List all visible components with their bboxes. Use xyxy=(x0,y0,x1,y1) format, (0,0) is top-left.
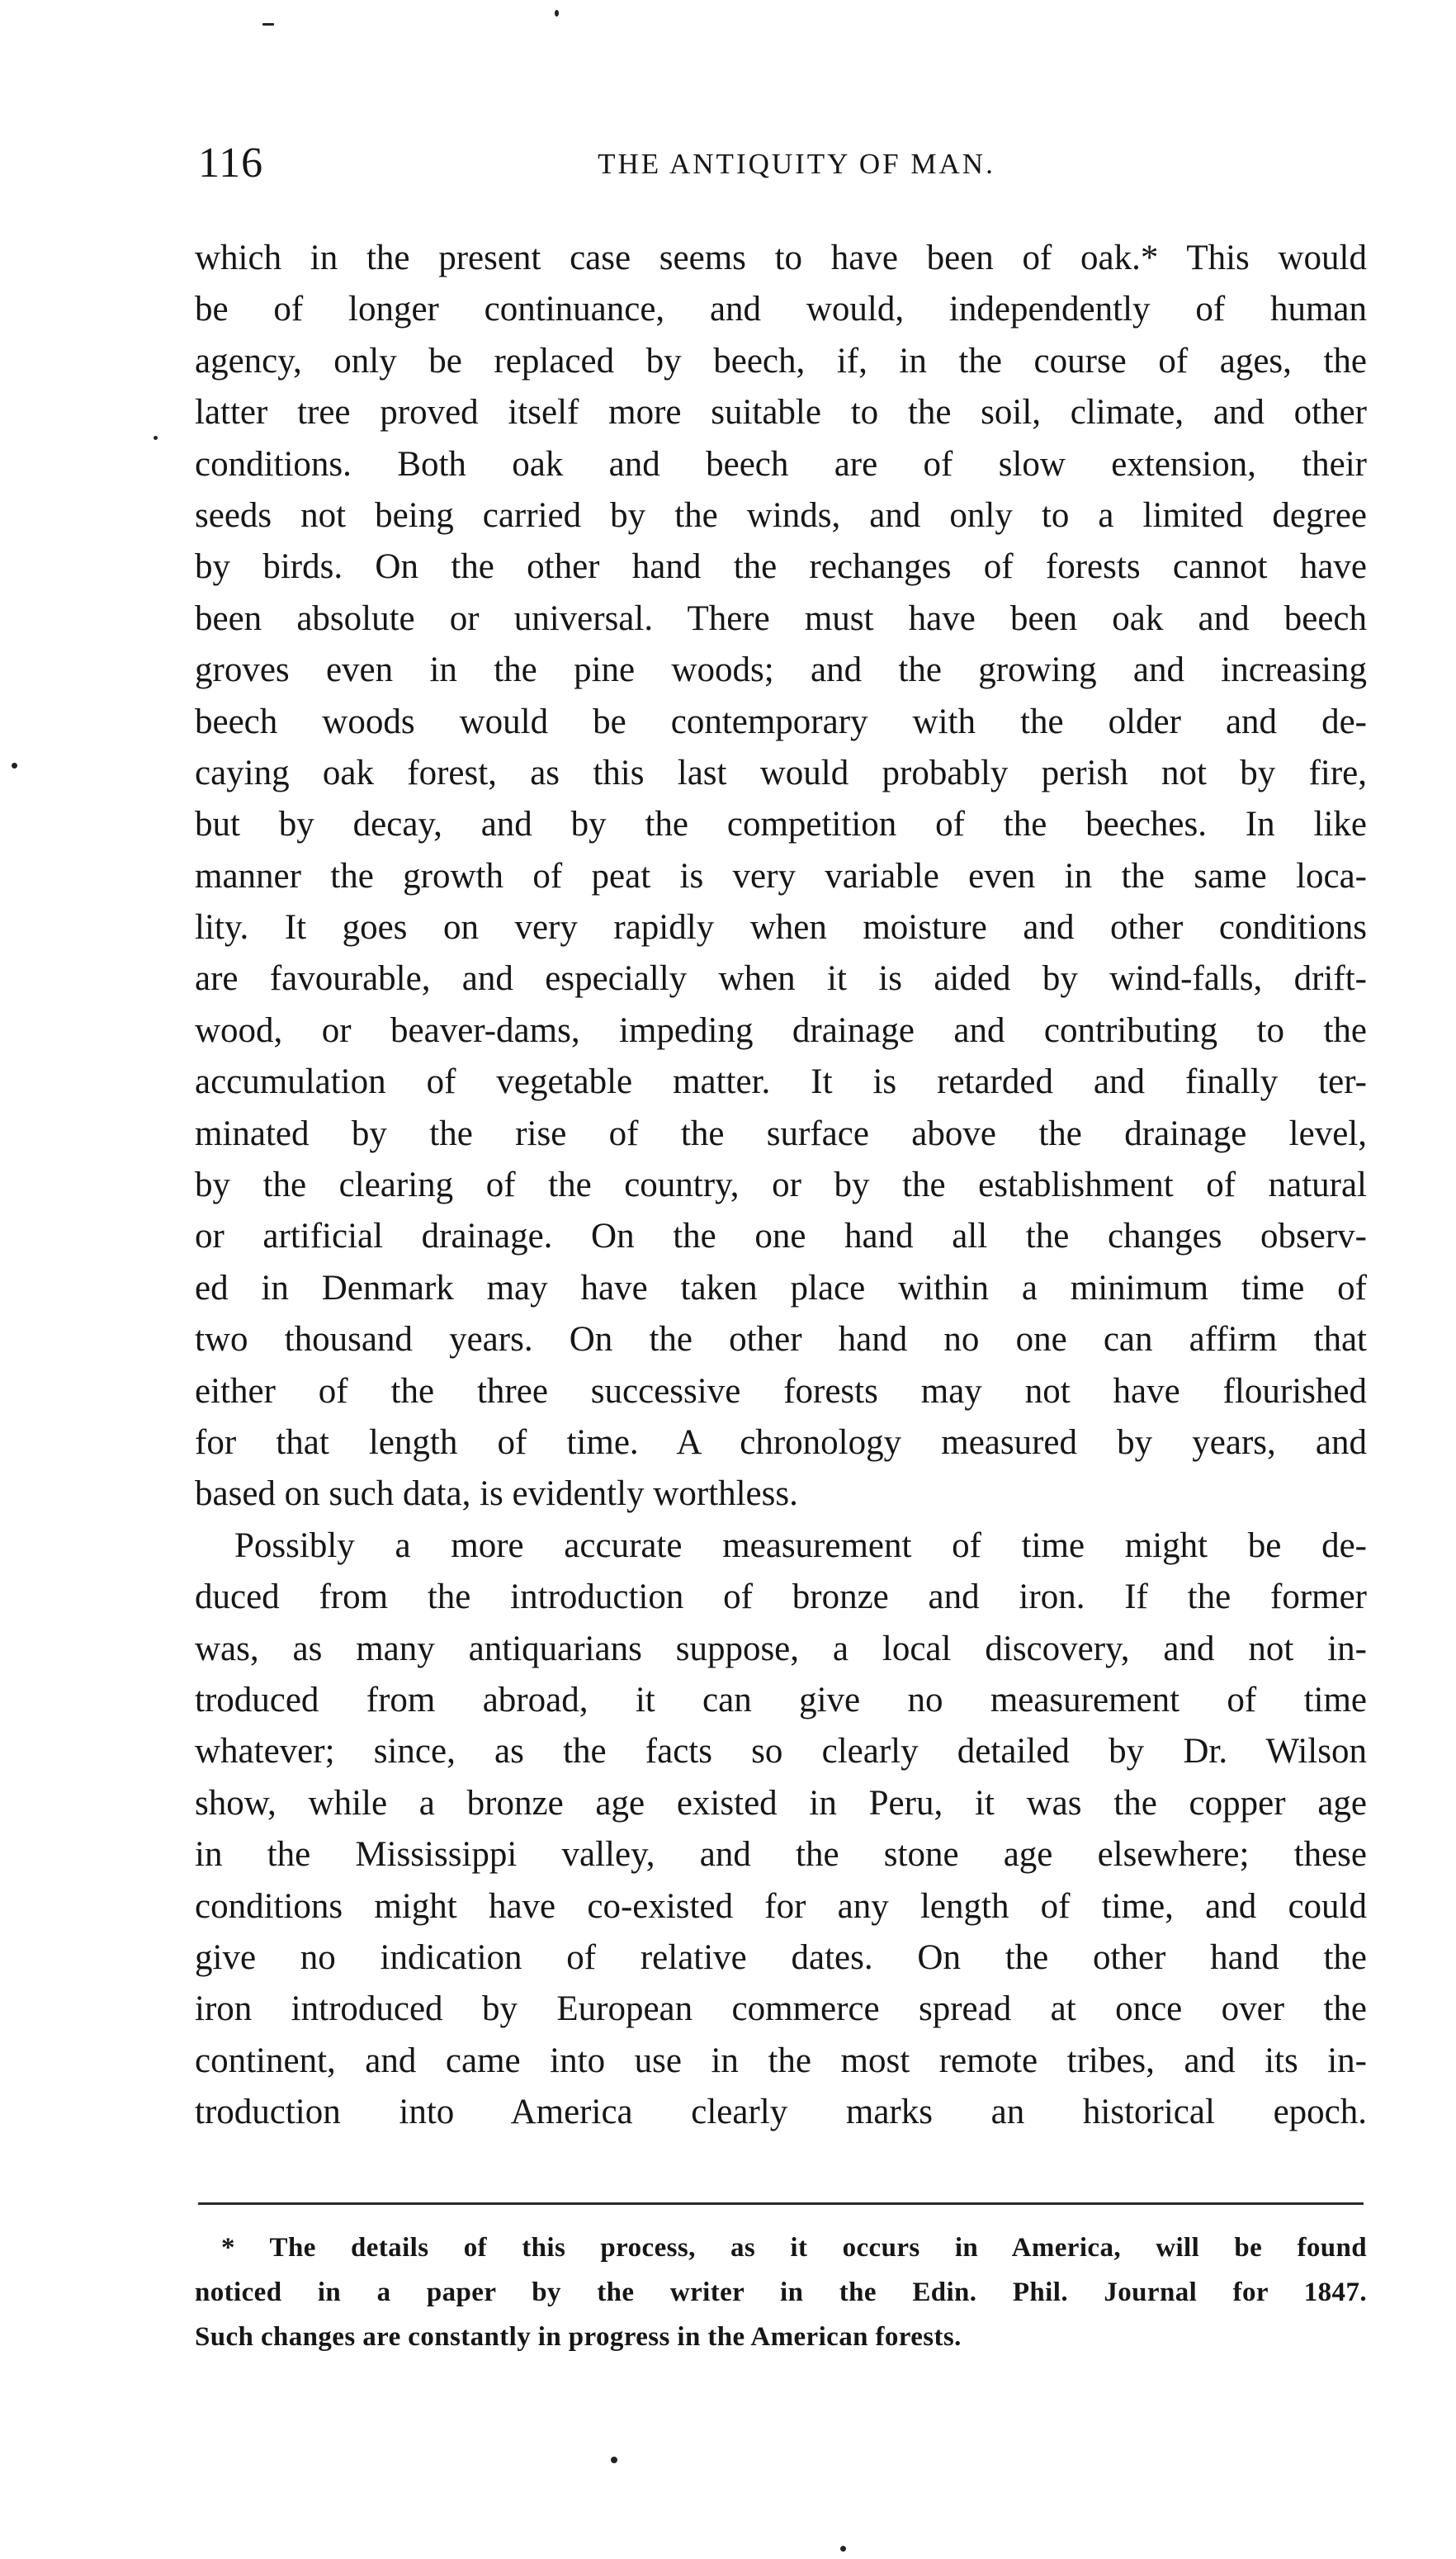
footnote-divider xyxy=(198,2202,1364,2205)
text-line: be of longer continuance, and would, independently of human xyxy=(195,290,1367,329)
text-line: continent, and came into use in the most remote tribes, and its in- xyxy=(195,2041,1367,2080)
text-line: wood, or beaver-dams, impeding drainage and contributing to the xyxy=(195,1010,1367,1050)
scan-speck xyxy=(840,2546,846,2552)
text-line: accumulation of vegetable matter. It is retarded and finally ter- xyxy=(195,1062,1367,1102)
text-line: by birds. On the other hand the rechanges of forests cannot have xyxy=(195,547,1367,587)
text-line: for that length of time. A chronology measured by years, and xyxy=(195,1422,1367,1462)
text-line: show, while a bronze age existed in Peru, it was the copper age xyxy=(195,1783,1367,1823)
text-line: lity. It goes on very rapidly when moisture and other conditions xyxy=(195,908,1367,948)
text-line: iron introduced by European commerce spread at once over the xyxy=(195,1989,1367,2029)
text-line: conditions. Both oak and beech are of slow extension, their xyxy=(195,444,1367,484)
text-line: either of the three successive forests may not have flourished xyxy=(195,1371,1367,1411)
text-line: ed in Denmark may have taken place within a minimum time of xyxy=(195,1268,1367,1308)
text-line: are favourable, and especially when it is aided by wind-falls, drift- xyxy=(195,959,1367,999)
text-line: troduced from abroad, it can give no measurement of time xyxy=(195,1680,1367,1719)
page-header xyxy=(198,139,1362,188)
text-line: whatever; since, as the facts so clearly detailed by Dr. Wilson xyxy=(195,1732,1367,1771)
text-line: conditions might have co-existed for any length of time, and could xyxy=(195,1886,1367,1926)
footnote xyxy=(195,2226,1367,2359)
text-line: caying oak forest, as this last would probably perish not by fire, xyxy=(195,753,1367,792)
text-line: in the Mississippi valley, and the stone age elsewhere; these xyxy=(195,1835,1367,1875)
footnote-line: Such changes are constantly in progress in the American forests. xyxy=(195,2322,962,2352)
text-line: seeds not being carried by the winds, and only to a limited degree xyxy=(195,495,1367,535)
text-line: agency, only be replaced by beech, if, in the course of ages, the xyxy=(195,341,1367,381)
text-line: beech woods would be contemporary with the older and de- xyxy=(195,702,1367,741)
text-line: manner the growth of peat is very variable even in the same loca- xyxy=(195,856,1367,896)
text-line: by the clearing of the country, or by the establishment of natural xyxy=(195,1166,1367,1205)
text-line: which in the present case seems to have been of oak.* This would xyxy=(195,239,1367,277)
footnote-line: noticed in a paper by the writer in the Edin. Phil. Journal for 1847. xyxy=(195,2278,1367,2307)
page-number: 116 xyxy=(198,140,264,187)
text-line: based on such data, is evidently worthless. xyxy=(195,1474,798,1514)
text-line: two thousand years. On the other hand no one can affirm that xyxy=(195,1320,1367,1360)
text-line: been absolute or universal. There must have been oak and beech xyxy=(195,598,1367,638)
scan-speck xyxy=(611,2457,617,2463)
text-line: latter tree proved itself more suitable to the soil, climate, and other xyxy=(195,393,1367,433)
scan-speck xyxy=(12,763,17,769)
text-line: groves even in the pine woods; and the growing and increasing xyxy=(195,650,1367,690)
text-line: give no indication of relative dates. On the other hand the xyxy=(195,1937,1367,1977)
text-line: duced from the introduction of bronze and iron. If the former xyxy=(195,1577,1367,1617)
text-line: minated by the rise of the surface above the drainage level, xyxy=(195,1114,1367,1153)
text-line: but by decay, and by the competition of the beeches. In like xyxy=(195,805,1367,844)
text-line: was, as many antiquarians suppose, a local discovery, and not in- xyxy=(195,1629,1367,1668)
text-line: troduction into America clearly marks an historical epoch. xyxy=(195,2093,1367,2132)
footnote-line: * The details of this process, as it occurs in America, will be found xyxy=(221,2233,1367,2263)
main-text xyxy=(195,233,1367,2138)
running-title: THE ANTIQUITY OF MAN. xyxy=(598,148,995,180)
scan-speck xyxy=(154,436,158,440)
scan-speck xyxy=(555,10,559,17)
text-line: or artificial drainage. On the one hand all the changes observ- xyxy=(195,1217,1367,1256)
paragraph-start-line: Possibly a more accurate measurement of time might be de- xyxy=(234,1525,1367,1565)
scan-speck xyxy=(262,23,274,26)
